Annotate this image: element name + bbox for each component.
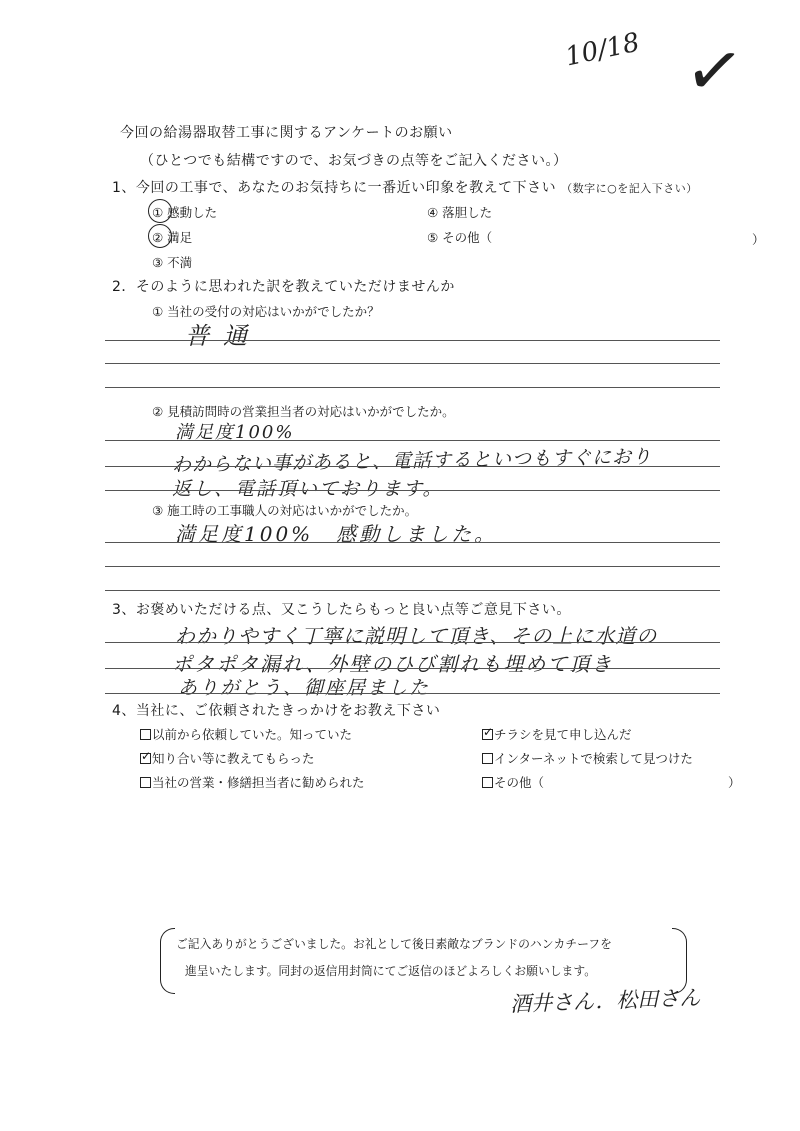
answer-line [105,340,720,341]
answer-line [105,668,720,669]
answer-line [105,440,720,441]
answer-2-2-line-2: わからない事があると、電話するといつもすぐにおり [171,445,653,477]
handwritten-date: 10/18 [562,27,643,73]
answer-2-2-line-3: 返し、電話頂いております。 [172,478,444,500]
q4-option-other[interactable] [482,773,544,791]
q4-option-previous-client[interactable] [140,725,352,743]
answer-line [105,387,720,388]
checkbox-internet[interactable] [482,753,493,764]
checkbox-flyer[interactable] [482,729,493,740]
question-1-note: （数字に○を記入下さい） [561,182,698,195]
answer-line [105,693,720,694]
answer-2-2-line-1: 満足度100% [175,422,295,443]
q4-option-label: その他（ [494,775,545,790]
answer-3-line-1: わかりやすく丁寧に説明して頂き、その上に水道の [175,624,658,648]
answer-3-line-2: ポタポタ漏れ、外壁のひび割れも埋めて頂き [172,652,614,676]
question-1-prompt: 1、今回の工事で、あなたのお気持ちに一番近い印象を教えて下さい [112,180,557,196]
q1-option-3[interactable]: ③ 不満 [152,255,193,270]
q1-option-5-close: ） [752,232,765,247]
checkbox-previous-client[interactable] [140,729,151,740]
question-2-sub-1: ① 当社の受付の対応はいかがでしたか？ [152,304,380,319]
q4-option-other-close: ） [728,775,741,790]
q4-option-sales-staff[interactable] [140,773,365,791]
q4-option-label: 知り合い等に教えてもらった [152,751,315,766]
q4-option-label: 以前から依頼していた。知っていた [152,727,353,742]
question-2: 2．そのように思われた訳を教えていただけませんか [112,279,455,295]
q1-option-1[interactable]: ① 感動した [152,205,218,220]
answer-3-line-3: ありがとう、御座居ました [178,677,431,699]
answer-line [105,466,720,467]
q4-option-flyer[interactable] [482,725,632,743]
q1-option-2-circle [148,224,172,248]
q4-option-label: インターネットで検索して見つけた [494,751,693,766]
q4-option-acquaintance[interactable] [140,749,315,767]
thanks-line-1: ご記入ありがとうございました。お礼として後日素敵なブランドのハンカチーフを [176,937,612,951]
q1-option-5[interactable]: ⑤ その他（ [427,230,493,245]
answer-line [105,642,720,643]
q1-option-2[interactable]: ② 満足 [152,230,193,245]
checkbox-sales-staff[interactable] [140,777,151,788]
answer-2-3: 満足度100% 感動しました。 [175,522,498,546]
question-4: 4、当社に、ご依頼されたきっかけをお教え下さい [112,703,441,719]
question-1 [112,177,698,197]
checkbox-other[interactable] [482,777,493,788]
q1-option-1-circle [148,199,172,223]
handwritten-check-mark: ✓ [679,26,750,116]
answer-line [105,542,720,543]
answer-2-1: 普通 [185,322,261,350]
q4-option-internet[interactable] [482,749,693,767]
page-subtitle: （ひとつでも結構ですので、お気づきの点等をご記入ください。） [140,153,568,169]
q1-option-4[interactable]: ④ 落胆した [427,205,493,220]
thanks-line-2: 進呈いたします。同封の返信用封筒にてご返信のほどよろしくお願いします。 [185,964,597,978]
question-2-sub-2: ② 見積訪問時の営業担当者の対応はいかがでしたか。 [152,404,455,419]
page-title: 今回の給湯器取替工事に関するアンケートのお願い [120,125,453,141]
answer-line [105,363,720,364]
answer-line [105,566,720,567]
q4-option-label: チラシを見て申し込んだ [494,727,632,742]
question-2-sub-3: ③ 施工時の工事職人の対応はいかがでしたか。 [152,503,418,518]
signature: 酒井さん．松田さん [509,985,701,1017]
checkbox-acquaintance[interactable] [140,753,151,764]
question-3: 3、お褒めいただける点、又こうしたらもっと良い点等ご意見下さい。 [112,602,571,618]
answer-line [105,490,720,491]
answer-line [105,590,720,591]
thanks-bracket-left [160,928,175,994]
q4-option-label: 当社の営業・修繕担当者に勧められた [152,775,365,790]
